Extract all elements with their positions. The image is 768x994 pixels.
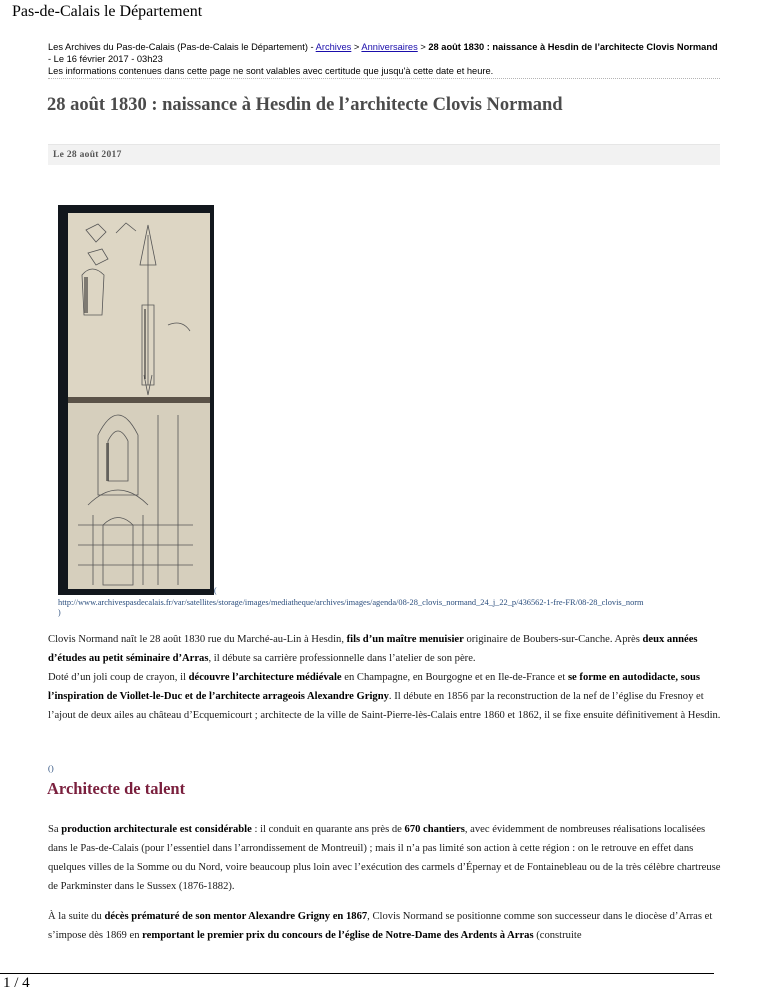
meta-date: - Le 16 février 2017 - 03h23 [48, 54, 163, 64]
header-divider [48, 78, 720, 79]
image-source-url[interactable]: http://www.archivespasdecalais.fr/var/satellites/storage/images/mediatheque/archives/images/agenda/08-28_clovis_normand_24_j_22_p/436562-1-fre-FR/08-28_clovis_norm [58, 598, 644, 607]
footer-divider [0, 973, 714, 974]
paragraph-production: Sa production architecturale est considérable : il conduit en quarante ans près de 670 chantiers, avec évidemment de nombreuses réalisations localisées dans le Pas-de-Calais (pour l’essentiel dans l’arrondissement de Montreuil) ; mais il n’a pas limité son action à cette région : on le retrouve en effet dans quelques villes de la Somme ou du Nord, voire beaucoup plus loin avec l’exécution des carmels d’Épernay et de Fontainebleau ou de la très célèbre chartreuse de Parkminster dans le Sussex (1876-1882). [48, 824, 721, 892]
site-title: Pas-de-Calais le Département [12, 3, 203, 20]
image-link-paren-open: ( [214, 586, 217, 595]
meta-disclaimer: Les informations contenues dans cette page ne sont valables avec certitude que jusqu'à cette date et heure. [48, 66, 494, 76]
empty-link[interactable]: () [48, 763, 54, 773]
paragraph-grigny: À la suite du décès prématuré de son mentor Alexandre Grigny en 1867, Clovis Normand se positionne comme son successeur dans le diocèse d’Arras et s’impose dès 1869 en remportant le premier prix du concours de l’église de Notre-Dame des Ardents à Arras (construite [48, 911, 713, 941]
article-date: Le 28 août 2017 [53, 150, 122, 160]
date-bar [48, 144, 720, 165]
breadcrumb-archives-link[interactable]: Archives [315, 42, 352, 52]
breadcrumb-separator: > [351, 42, 362, 52]
paragraph-intro: Clovis Normand naît le 28 août 1830 rue du Marché-au-Lin à Hesdin, fils d’un maître menuisier originaire de Boubers-sur-Canche. Après deux années d’études au petit séminaire d’Arras, il débute sa carrière professionnelle dans l’atelier de son père. Doté d’un joli coup de crayon, il découvre l’architecture médiévale en Champagne, en Bourgogne et en Ile-de-France et se forme en autodidacte, sous l’inspiration de Viollet-le-Duc et de l’architecte arrageois Alexandre Grigny. Il débute en 1856 par la reconstruction de la nef de l’église du Fresnoy et l’ajout de deux ailes au château d’Ecquemicourt ; architecte de la ville de Saint-Pierre-lès-Calais entre 1860 et 1862, il se fixe ensuite définitivement à Hesdin. [48, 634, 721, 721]
meta-prefix: Les Archives du Pas-de-Calais (Pas-de-Calais le Département) - [48, 42, 316, 52]
sketchbook-image[interactable] [58, 205, 214, 595]
breadcrumb-anniversaires-link[interactable]: Anniversaires [361, 42, 418, 52]
sketchbook-drawing [58, 205, 214, 595]
image-link-paren-close: ) [58, 608, 61, 617]
page-meta [48, 41, 720, 77]
breadcrumb-current: 28 août 1830 : naissance à Hesdin de l’architecte Clovis Normand [428, 42, 718, 52]
section-title: Architecte de talent [47, 779, 186, 798]
breadcrumb-separator: > [417, 42, 429, 52]
page-number: 1 / 4 [3, 975, 30, 991]
article-title: 28 août 1830 : naissance à Hesdin de l’architecte Clovis Normand [47, 95, 563, 115]
